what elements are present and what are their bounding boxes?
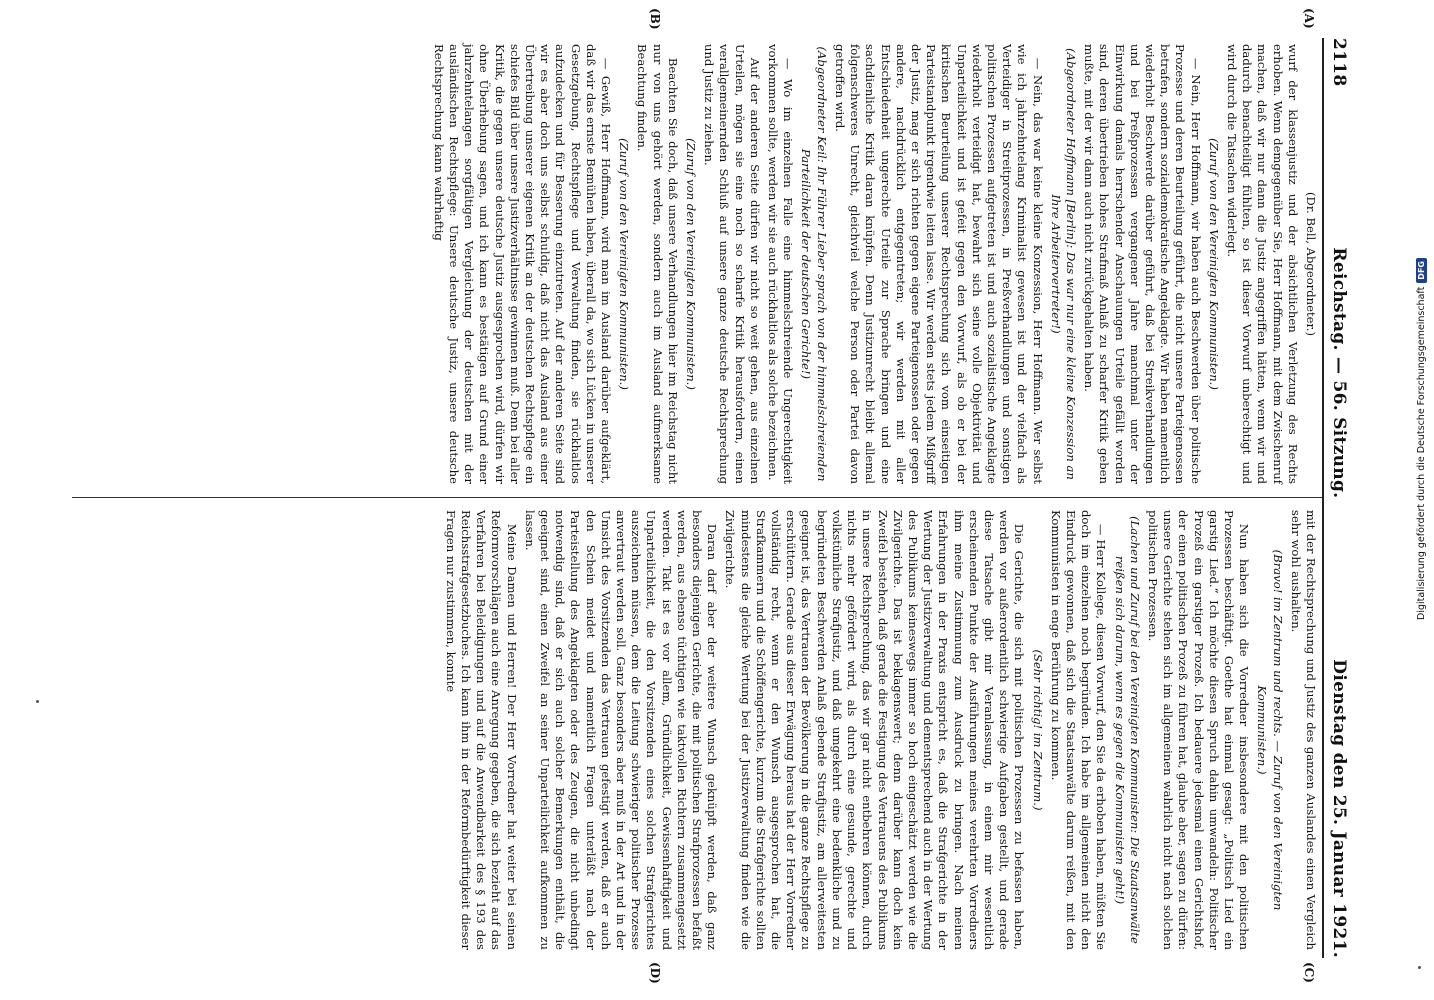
- interjection: (Zuruf von den Vereinigten Kommunisten.): [684, 138, 699, 390]
- margin-marker-d: (D): [648, 962, 662, 984]
- paragraph: — Herr Kollege, diesen Vorwurf, den Sie da erhoben haben, müßten Sie doch im einzelnen noch begründen. Ich habe im allgemeinen nicht den Eindruck gewonnen, daß sich die Staatsanwälte darum reißen, mit den Kommunisten in enge Berührung zu kommen.: [1048, 510, 1109, 950]
- right-text-column: [440, 510, 1318, 950]
- interjection: (Zuruf von den Vereinigten Kommunisten.): [617, 138, 632, 390]
- credit-text: Digitalisierung gefördert durch die Deutsche Forschungsgemeinschaft: [1416, 286, 1427, 620]
- header-rule: [1322, 38, 1324, 958]
- interjection: (Bravo! im Zentrum und rechts. — Zuruf von den Vereinigten Kommunisten.): [1255, 549, 1285, 911]
- paragraph: — Gewiß, Herr Hoffmann, wird man im Ausland darüber aufgeklärt, daß wir das ernste Bemühen haben, überall da, wo sich Lücken in unserer Gesetzgebung, Rechtspflege und Verwaltung finden, sie rückhaltlos aufzudecken und für Besserung einzutreten. Auf der anderen Seite sind wir es aber doch uns selbst schuldig, daß nicht das Ausland aus einer Übertreibung unserer eigenen Kritik an der deutschen Rechtspflege ein schiefes Bild über unsere Justizverhältnisse gewinnen muß. Denn bei aller Kritik, die gegen unsere deutsche Justiz ausgesprochen wird, dürfen wir ohne Überhebung sagen, und ich kann es bestätigen auf Grund einer jahrzehntelangen sorgfältigen Vergleichung der deutschen mit der ausländischen Rechtspflege: Unsere deutsche Justiz, unsere deutsche Rechtsprechung kann wahrhaftig: [431, 44, 614, 484]
- paragraph: — Nein, Herr Hoffmann, wir haben auch Beschwerden über politische Prozesse und deren Beurteilung geführt, die nicht unsere Parteigenossen betrafen, sondern sozialdemokratische Angeklagte. Wir haben namentlich wiederholt Beschwerde darüber geführt, daß bei Streikverhandlungen und bei Preßprozessen vergangener Jahre manchmal unter der Einwirkung damals herrschender Anschauungen Urteile gefällt worden sind, deren übertrieben hohes Strafmaß Anlaß zu scharfer Kritik geben mußte, mit der wir dann auch nicht zurückgehalten haben.: [1082, 44, 1203, 484]
- left-text-column: [428, 44, 1318, 484]
- dfg-logo: DFG: [1416, 258, 1427, 283]
- session-title: Reichstag. — 56. Sitzung.: [1329, 247, 1349, 499]
- interjection: (Sehr richtig! im Zentrum.): [1030, 649, 1045, 811]
- page-number: 2118: [1329, 38, 1349, 87]
- margin-marker-c: (C): [1302, 962, 1316, 983]
- interjection: (Abgeordneter Hoffmann [Berlin]: Das war nur eine kleine Konzession an Ihre Arbeitervertreter!): [1048, 48, 1078, 480]
- scan-speck: [36, 700, 39, 703]
- margin-marker-b: (B): [648, 8, 662, 30]
- interjection: (Lachen und Zuruf bei den Vereinigten Kommunisten: Die Staatsanwälte reißen sich darum, wenn es gegen die Kommunisten geht!): [1112, 516, 1142, 944]
- paragraph: Meine Damen und Herren! Der Herr Vorredner hat weiter bei seinen Reformvorschlägen auch eine Anregung gegeben, die sich bezieht auf das Verfahren bei Beleidigungen und auf die Anwendbarkeit des § 193 des Reichsstrafgesetzbuches. Ich kann ihm in der Reformbedürftigkeit dieser Fragen nur zustimmen, konnte: [443, 510, 519, 950]
- paragraph: mit der Rechtsprechung und Justiz des ganzen Auslandes einen Vergleich sehr wohl aushalten.: [1288, 510, 1318, 950]
- paragraph: Nun haben sich die Vorredner insbesondere mit den politischen Prozessen beschäftigt. Goethe hat einmal gesagt: „Politisch Lied ein garstig Lied.“ Ich möchte diesen Spruch dahin umwandeln: Politischer Prozeß ein garstiger Prozeß. Ich bedauere jedesmal einen Gerichtshof, der einen politischen Prozeß zu führen hat, glaube aber, sagen zu dürfen: unsere Gerichte stehen sich im allgemeinen wahrlich nicht nach solchen politischen Prozessen.: [1145, 510, 1252, 950]
- paragraph: wurf der klassenjustiz und der absichtlichen Verletzung des Rechts erhoben. Wenn demgegenüber Sie, Herr Hoffmann, mit dem Zwischenruf machen, daß wir nur dann die Justiz angegriffen hätten, wenn wir und dadurch benachteiligt fühlten, so ist dieser Vorwurf unberechtigt und wird durch die Tatsachen widerlegt.: [1224, 44, 1300, 484]
- interjection: (Abgeordneter Keil: Ihr Führer Lieber sprach von der himmelschreienden Parteilichkeit der deutschen Gerichte!): [799, 46, 829, 482]
- paragraph: Daran darf aber der weitere Wunsch geknüpft werden, daß ganz besonders diejenigen Gerichte, die mit politischen Strafprozessen befaßt werden, aus ebenso tüchtigen wie taktvollen Richtern zusammengesetzt werden. Takt ist es vor allem, Gründlichkeit, Gewissenhaftigkeit und Unparteilichkeit, die den Vorsitzenden eines solchen Strafgerichtes auszeichnen müssen, dem die Leitung schwieriger politischer Prozesse anvertraut werden soll. Ganz besonders aber muß in der Art und in der Umsicht des Vorsitzenden das Vertrauen gefestigt werden, daß er auch den Schein meidet und namentlich Fragen unterläßt nach der Parteistellung des Angeklagten oder des Zeugen, die nicht unbedingt notwendig sind, daß er sich auch solcher Bemerkungen enthält, die geeignet sind, einen Zweifel an seiner Unparteilichkeit aufkommen zu lassen.: [522, 510, 720, 950]
- paragraph: — Wo im einzelnen Falle eine himmelschreiende Ungerechtigkeit vorkommen sollte, werden wir sie auch rückhaltlos als solche bezeichnen.: [766, 44, 796, 484]
- rotated-newspaper-page: [62, 8, 1352, 984]
- paragraph: — Nein, das war keine kleine Konzession, Herr Hoffmann. Wer selbst wie ich jahrzehntelang Kriminalist gewesen ist und der vielfach als Verteidiger in Streitprozessen, in Preßverhandlungen und sonstigen politischen Prozessen aufgetreten ist und auch sozialistische Angeklagte wiederholt verteidigt hat, bewahrt sich seine volle Objektivität und Unparteilichkeit und ist gefeit gegen den Vorwurf, als ob er bei der kritischen Beurteilung unserer Rechtsprechung sich vom einseitigen Parteistandpunkt irgendwie leiten lasse. Wir werden stets jedem Mißgriff der Justiz, mag er sich richten gegen eigene Parteigenossen oder gegen andere, nachdrücklich entgegentreten; wir werden mit aller Entschiedenheit ungerechte Urteile zur Sprache bringen und eine sachdienliche Kritik daran knüpfen. Denn Justizunrecht bleibt allemal folgenschweres Unrecht, gleichviel welche Person oder Partei davon getroffen wird.: [832, 44, 1045, 484]
- paragraph: (Dr. Bell, Abgeordneter.): [1304, 192, 1318, 336]
- column-divider: [72, 497, 1322, 498]
- digitization-credit: [1416, 258, 1427, 620]
- session-date: Dienstag den 25. Januar 1921.: [1329, 659, 1349, 958]
- paragraph: Beachten Sie doch, daß unsere Verhandlungen hier im Reichstag nicht nur von uns gehört werden, sondern auch im Ausland aufmerksame Beachtung finden.: [635, 44, 680, 484]
- margin-marker-a: (A): [1302, 8, 1316, 29]
- paragraph: Die Gerichte, die sich mit politischen Prozessen zu befassen haben, werden vor außerordentlich schwierige Aufgaben gestellt, und gerade diese Tatsache gibt mir Veranlassung, in einem mir wesentlich erscheinenden Punkte der Ausführungen meines verehrten Vorredners ihm meine Zustimmung zum Ausdruck zu bringen. Nach meinen Erfahrungen in der Praxis entspricht es, daß die Strafgerichte in der Wertung der Justizverwaltung und dementsprechend auch in der Wertung des Publikums keineswegs immer so hoch eingeschätzt werden wie die Zivilgerichte. Das ist beklagenswert; denn darüber kann doch kein Zweifel bestehen, daß gerade die Festigung des Vertrauens des Publikums in unsere Rechtsprechung, das wir gar nicht entbehren können, durch nichts mehr gefördert wird, als durch eine gesunde, gerechte und volkstümliche Strafjustiz, und daß umgekehrt eine bedenkliche und zu begründeten Beschwerden Anlaß gebende Strafjustiz, am allerweitesten geeignet ist, das Vertrauen der Bevölkerung in die ganze Rechtspflege zu erschüttern. Gerade aus dieser Erwägung heraus hat der Herr Vorredner vollständig recht, wenn er den Wunsch ausgesprochen hat, die Strafkammern und die Schöffengerichte, kurzum die Strafgerichte sollten mindestens die gleiche Wertung bei der Justizverwaltung finden wie die Zivilgerichte.: [723, 510, 1027, 950]
- scan-speck: [1418, 966, 1421, 969]
- interjection: (Zuruf von den Vereinigten Kommunisten.): [1206, 138, 1221, 390]
- page-header: [1326, 38, 1352, 958]
- paragraph: Auf der anderen Seite dürfen wir nicht so weit gehen, aus einzelnen Urteilen, mögen sie eine noch so scharfe Kritik herausfordern, einen verallgemeinernden Schluß auf unsere ganze deutsche Rechtsprechung und Justiz zu ziehen.: [702, 44, 762, 484]
